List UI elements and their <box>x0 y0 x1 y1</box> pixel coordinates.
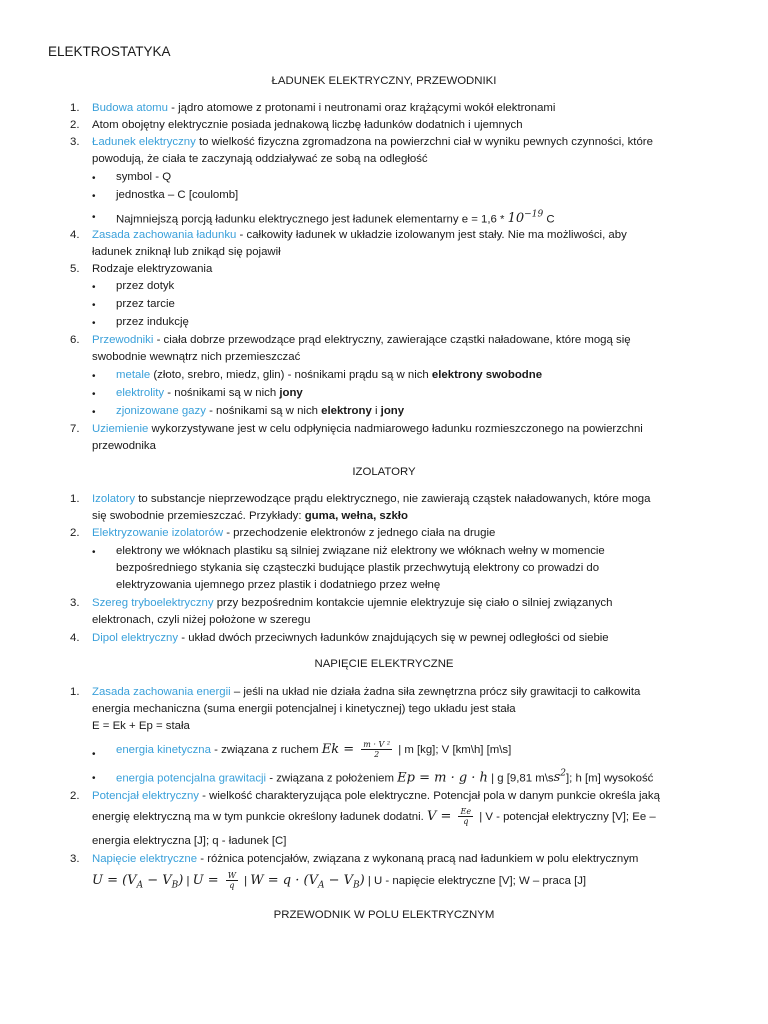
item-continuation: ładunek zniknął lub znikąd się pojawił <box>92 246 281 258</box>
subscript: B <box>171 880 179 891</box>
item-text: - wielkość charakteryzująca pole elektryczne. Potencjał pola w danym punkcie określa jaką <box>199 790 660 802</box>
list-item <box>92 227 627 244</box>
equation-line: E = Ek + Ep = stała <box>92 720 190 732</box>
sub-item: przez dotyk <box>116 280 175 292</box>
bullet-icon: • <box>92 282 96 293</box>
list-item: Atom obojętny elektrycznie posiada jednakową liczbę ładunków dodatnich i ujemnych <box>92 119 523 131</box>
fraction-denominator: q <box>463 817 469 827</box>
term-highlight: Potencjał elektryczny <box>92 790 199 802</box>
fraction-numerator: m · V ² <box>363 740 391 750</box>
term-highlight: Przewodniki <box>92 334 154 346</box>
sub-item-text: (złoto, srebro, miedz, glin) - nośnikami prądu są w nich <box>150 369 432 381</box>
bold-text: elektrony swobodne <box>431 369 543 381</box>
bullet-icon: • <box>92 173 96 184</box>
formula-part: ) <box>359 873 365 888</box>
term-highlight: Budowa atomu <box>92 102 168 114</box>
units-text: ]; h [m] wysokość <box>565 772 654 785</box>
bullet-icon: • <box>92 191 96 202</box>
item-text: - różnica potencjałów, związana z wykonaną pracą nad ładunkiem w polu elektrycznym <box>197 853 639 865</box>
bullet-icon: • <box>92 318 96 329</box>
units-text: | m [kg]; V [km\h] [m\s] <box>395 744 512 756</box>
list-item <box>92 684 640 701</box>
sub-item-text: i <box>371 405 381 417</box>
list-item <box>92 332 631 349</box>
item-continuation: elektronach, czyli niżej położone w szeregu <box>92 614 311 626</box>
formula-part: W = q · (V <box>250 873 318 888</box>
sub-item: przez indukcję <box>116 316 189 328</box>
formula-v: V = <box>426 809 456 824</box>
power-exponent: −19 <box>524 210 544 220</box>
item-continuation <box>92 804 656 830</box>
term-highlight: Dipol elektryczny <box>92 632 179 644</box>
term-highlight: Uziemienie <box>92 423 149 435</box>
term-highlight: Ładunek elektryczny <box>92 136 196 148</box>
item-text: wykorzystywane jest w celu odpłynięcia nadmiarowego ładunku rozmieszczonego na powierzchni <box>148 423 643 435</box>
units-text: | g [9,81 m\s <box>487 772 554 785</box>
bullet-icon: • <box>92 407 96 418</box>
item-text: to substancje nieprzewodzące prądu elektrycznego, nie zawierają cząstek naładowanych, które moga <box>135 493 651 505</box>
sub-item-text: - związana z położeniem <box>266 772 398 785</box>
item-text: – jeśli na układ nie działa żadna siła zewnętrzna prócz siły grawitacji to całkowita <box>230 686 641 698</box>
term-highlight: Napięcie elektryczne <box>92 853 198 865</box>
list-item <box>92 595 612 612</box>
sub-item-text: - nośnikami są w nich <box>164 387 280 399</box>
term-highlight: metale <box>116 369 151 381</box>
sub-item <box>116 207 555 228</box>
subscript: A <box>317 880 325 891</box>
units-text: | V - potencjał elektryczny [V]; Ee – <box>476 811 656 823</box>
formula-u2: U = <box>192 873 223 888</box>
section-heading-przewodnik: PRZEWODNIK W POLU ELEKTRYCZNYM <box>273 909 495 921</box>
list-item <box>92 851 638 868</box>
term-highlight: energia kinetyczna <box>116 744 211 756</box>
list-number: 3. <box>70 597 80 609</box>
sub-item-text: Najmniejszą porcją ładunku elektrycznego jest ładunek elementarny e = 1,6 * <box>116 213 508 226</box>
list-number: 1. <box>70 493 80 505</box>
sub-item <box>116 766 653 787</box>
item-text: - przechodzenie elektronów z jednego ciała na drugie <box>223 527 496 539</box>
sub-item-text: - nośnikami są w nich <box>205 405 322 417</box>
fraction <box>226 871 238 890</box>
term-highlight: Zasada zachowania ładunku <box>92 229 237 241</box>
term-highlight: Elektryzowanie izolatorów <box>92 527 224 539</box>
fraction-denominator: q <box>229 881 235 891</box>
bullet-icon: • <box>92 547 96 558</box>
term-highlight: elektrolity <box>116 387 165 399</box>
formula-ek: Ek = <box>321 742 359 757</box>
sub-item: symbol - Q <box>116 171 172 183</box>
formula-s2 <box>554 770 566 785</box>
bullet-icon: • <box>92 773 96 784</box>
section-heading-napiecie: NAPIĘCIE ELEKTRYCZNE <box>314 658 454 670</box>
s-symbol: s <box>553 770 561 786</box>
list-number: 6. <box>70 334 80 346</box>
subscript: A <box>136 880 144 891</box>
formula-part: U = (V <box>92 873 137 888</box>
term-highlight: energia potencjalna grawitacji <box>116 772 267 785</box>
fraction <box>458 807 473 826</box>
sub-item: elektrony we włóknach plastiku są silniej związane niż elektrony we włóknach wełny w momencie <box>116 545 605 557</box>
list-number: 1. <box>70 686 80 698</box>
formula-ep: Ep = m · g · h <box>397 770 488 786</box>
list-item <box>92 630 609 647</box>
bold-text: jony <box>279 387 303 399</box>
list-number: 1. <box>70 102 80 114</box>
item-text: się swobodnie przemieszczać. Przykłady: <box>92 510 305 522</box>
sub-item-continuation: bezpośredniego stykania się cząsteczki budujące plastik przechwytują elektrony co prowadzi do <box>116 562 600 574</box>
unit-label: C <box>543 213 555 226</box>
list-item <box>92 134 653 151</box>
sub-item <box>116 738 511 762</box>
list-number: 4. <box>70 229 80 241</box>
sub-item <box>116 367 542 384</box>
term-highlight: Zasada zachowania energii <box>92 686 231 698</box>
bold-text: guma, wełna, szkło <box>304 510 408 522</box>
sub-item-continuation: elektryzowania ujemnego przez plastik i dodatniego przez wełnę <box>116 579 441 591</box>
power-base: 10 <box>507 211 525 227</box>
bullet-icon: • <box>92 300 96 311</box>
item-continuation: przewodnika <box>92 440 156 452</box>
formula-u1 <box>92 873 184 891</box>
subscript: B <box>353 880 360 891</box>
list-item <box>92 491 650 508</box>
list-number: 3. <box>70 136 80 148</box>
item-text: - jądro atomowe z protonami i neutronami oraz krążącymi wokół elektronami <box>168 102 556 114</box>
formula-part: ) <box>178 873 184 888</box>
fraction <box>361 740 392 759</box>
bullet-icon: • <box>92 389 96 400</box>
list-number: 2. <box>70 119 80 131</box>
list-number: 2. <box>70 527 80 539</box>
formula-part: − V <box>143 873 172 888</box>
term-highlight: zjonizowane gazy <box>116 405 206 417</box>
item-continuation: energia elektryczna [J]; q - ładunek [C] <box>92 835 287 847</box>
bullet-icon: • <box>92 371 96 382</box>
list-item <box>92 525 495 542</box>
list-number: 2. <box>70 790 80 802</box>
item-text: to wielkość fizyczna zgromadzona na powierzchni ciał w wyniku pewnych czynności, które <box>195 136 653 148</box>
item-text: - układ dwóch przeciwnych ładunków znajdujących się w pewnej odległości od siebie <box>178 632 609 644</box>
item-text: - całkowity ładunek w układzie izolowanym jest stały. Nie ma możliwości, aby <box>236 229 627 241</box>
item-continuation: powodują, że ciała te zaczynają oddziaływać ze sobą na odległość <box>92 153 428 165</box>
fraction-numerator: Ee <box>460 807 472 817</box>
sub-item-text: - związana z ruchem <box>210 744 322 756</box>
formula-part: − V <box>324 873 354 888</box>
sub-item: przez tarcie <box>116 298 175 310</box>
list-number: 5. <box>70 263 80 275</box>
separator: | <box>183 875 193 887</box>
separator: | <box>240 875 251 887</box>
sub-item: jednostka – C [coulomb] <box>116 189 239 201</box>
list-number: 3. <box>70 853 80 865</box>
formula-line <box>92 869 586 898</box>
exponent: 2 <box>560 769 566 779</box>
list-number: 7. <box>70 423 80 435</box>
document-title: ELEKTROSTATYKA <box>48 44 171 59</box>
fraction-denominator: 2 <box>374 750 380 760</box>
fraction-numerator: W <box>227 871 236 881</box>
bullet-icon: • <box>92 212 96 223</box>
list-item: Rodzaje elektryzowania <box>92 263 213 275</box>
list-number: 4. <box>70 632 80 644</box>
bold-text: elektrony <box>321 405 372 417</box>
formula-power <box>508 211 544 226</box>
list-item <box>92 788 660 805</box>
list-item <box>92 421 643 438</box>
item-continuation <box>92 508 408 525</box>
section-heading-ladunek: ŁADUNEK ELEKTRYCZNY, PRZEWODNIKI <box>271 75 497 87</box>
term-highlight: Izolatory <box>92 493 136 505</box>
bold-text: jony <box>380 405 405 417</box>
section-heading-izolatory: IZOLATORY <box>352 466 416 478</box>
sub-item <box>116 385 303 402</box>
units-text: | U - napięcie elektryczne [V]; W – praca [J] <box>364 875 587 887</box>
item-text: energię elektryczną ma w tym punkcie określony ładunek dodatni. <box>92 811 427 823</box>
item-text: przy bezpośrednim kontakcie ujemnie elektryzuje się ciało o silniej związanych <box>213 597 613 609</box>
item-continuation: energia mechaniczna (suma energii potencjalnej i kinetycznej) tego układu jest stała <box>92 703 516 715</box>
item-continuation: swobodnie wewnątrz nich przemieszczać <box>92 351 301 363</box>
bullet-icon: • <box>92 749 96 760</box>
term-highlight: Szereg tryboelektryczny <box>92 597 214 609</box>
formula-w <box>250 873 365 891</box>
list-item <box>92 100 555 117</box>
sub-item <box>116 403 404 420</box>
item-text: - ciała dobrze przewodzące prąd elektryczny, zawierające cząstki naładowane, które mogą się <box>153 334 631 346</box>
